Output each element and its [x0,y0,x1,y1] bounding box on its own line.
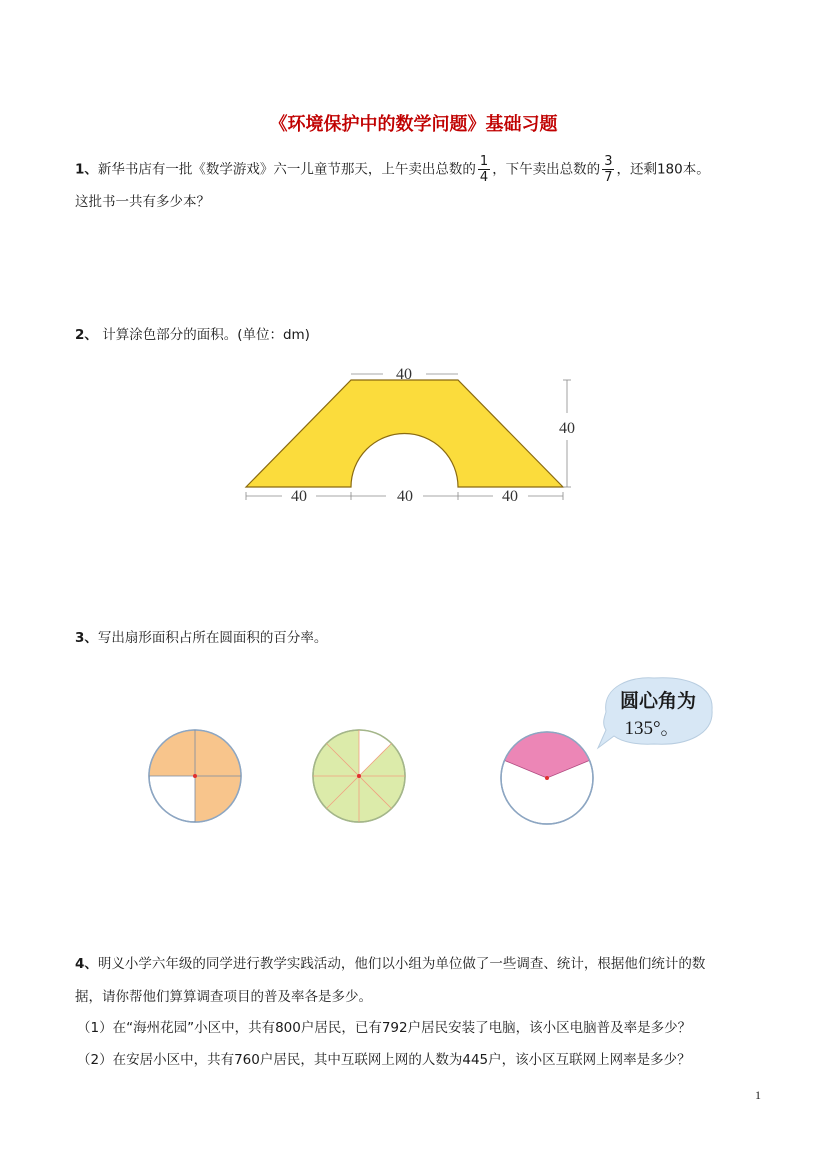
bottom-right-label: 40 [502,488,518,505]
fraction-1-denominator: 4 [479,170,489,185]
fraction-one-quarter [478,154,490,185]
fraction-2-numerator: 3 [604,154,613,169]
question-2-text: 计算涂色部分的面积。(单位：dm) [97,327,310,343]
question-1-text-c: ，还剩180本。 [616,161,710,178]
bottom-middle-label: 40 [397,488,413,505]
page-title: 《环境保护中的数学问题》基础习题 [269,114,558,135]
speech-bubble-line-2: 135°。 [624,718,680,739]
circle-three-quarters [140,723,250,833]
circle-2-center [357,774,361,778]
question-4-line-2: 据，请你帮他们算算调查项目的普及率各是多少。 [75,989,372,1005]
bottom-left-label: 40 [291,488,307,505]
question-4 [75,954,705,974]
top-width-label: 40 [396,366,412,383]
fraction-three-sevenths [602,154,614,185]
question-4-sub-1: （1）在“海州花园”小区中，共有800户居民，已有792户居民安装了电脑，该小区电脑普及率是多少？ [77,1020,692,1036]
shaded-region [246,380,563,487]
page-number: 1 [755,1088,761,1102]
shaded-area-figure [238,358,588,508]
circle-seven-eighths [304,723,414,833]
fraction-1-numerator: 1 [479,154,489,169]
question-2 [75,325,310,345]
question-2-number: 2、 [75,327,98,343]
speech-bubble-line-1: 圆心角为 [619,691,697,712]
question-4-line-1: 明义小学六年级的同学进行教学实践活动，他们以小组为单位做了一些调查、统计，根据他们统计的数 [97,956,706,972]
circle-1-center [193,774,197,778]
circle-3-center [545,776,549,780]
question-1 [75,154,710,185]
question-1-line-2: 这批书一共有多少本？ [75,194,210,210]
question-3 [75,628,327,648]
question-3-number: 3、 [75,630,98,646]
question-1-text-a: 新华书店有一批《数学游戏》六一儿童节那天，上午卖出总数的 [97,161,476,178]
speech-bubble [592,672,722,752]
question-3-text: 写出扇形面积占所在圆面积的百分率。 [97,630,328,646]
question-4-number: 4、 [75,956,98,972]
question-4-sub-2: （2）在安居小区中，共有760户居民，其中互联网上网的人数为445户，该小区互联网上网率是多少？ [77,1052,691,1068]
fraction-2-denominator: 7 [604,170,613,185]
question-1-text-b: ，下午卖出总数的 [492,161,601,178]
question-1-number: 1、 [75,161,98,178]
height-label: 40 [559,420,575,437]
